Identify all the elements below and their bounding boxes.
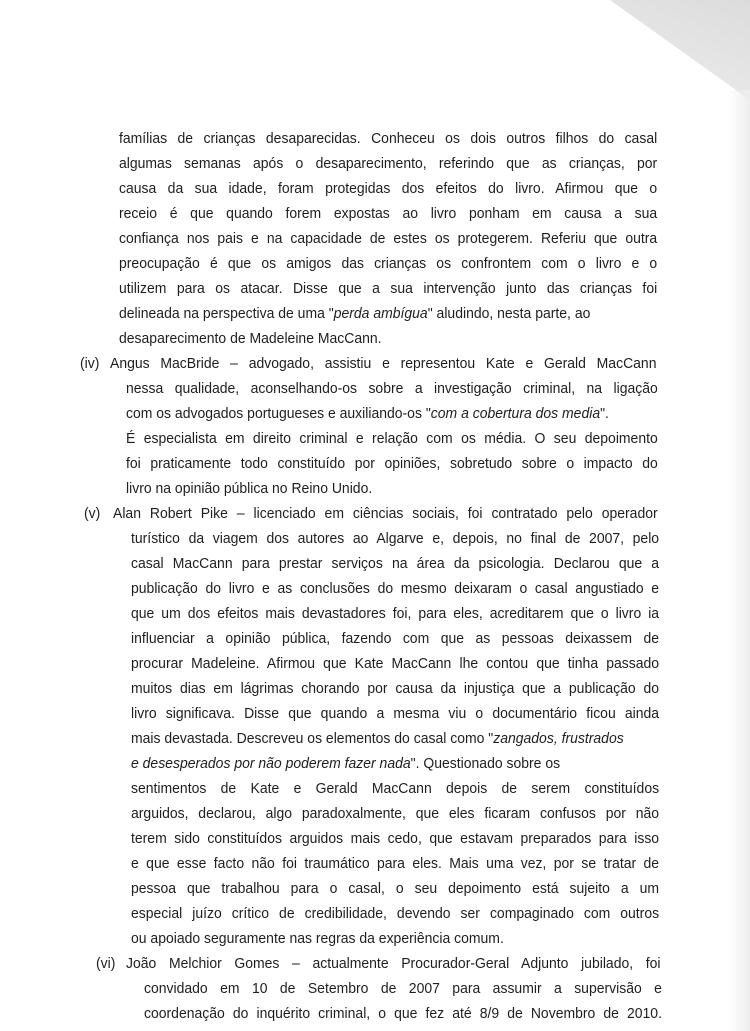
text-line: arguidos, declarou, algo paradoxalmente, que eles ficaram confusos por não [131, 805, 660, 822]
text-line: que um dos efeitos mais devastadores foi, para eles, acreditarem que o livro ia [131, 605, 660, 622]
text-line: algumas semanas após o desaparecimento, referindo que as crianças, por [119, 155, 658, 172]
text-line: famílias de crianças desaparecidas. Conheceu os dois outros filhos do casal [119, 130, 658, 147]
text-line: Angus MacBride – advogado, assistiu e representou Kate e Gerald MacCann [110, 355, 657, 372]
text-line: ou apoiado seguramente nas regras da experiência comum. [131, 930, 504, 947]
text-line: foi praticamente todo constituído por opiniões, sobretudo sobre o impacto do [126, 455, 658, 472]
text-line [131, 753, 560, 775]
text-line: procurar Madeleine. Afirmou que Kate MacCann lhe contou que tinha passado [131, 655, 660, 672]
text-line [119, 303, 590, 325]
text-line: confiança nos pais e na capacidade de estes os protegerem. Referiu que outra [119, 230, 658, 247]
text-line: João Melchior Gomes – actualmente Procurador-Geral Adjunto jubilado, foi [126, 955, 661, 972]
text-line: desaparecimento de Madeleine MacCann. [119, 330, 382, 347]
text-line: publicação do livro e as conclusões do mesmo deixaram o casal angustiado e [131, 580, 660, 597]
text-line [131, 728, 624, 750]
text-line: convidado em 10 de Setembro de 2007 para assumir a supervisão e [144, 980, 662, 997]
text-line: causa da sua idade, foram protegidas dos efeitos do livro. Afirmou que o [119, 180, 658, 197]
text-line: turístico da viagem dos autores ao Algarve e, depois, no final de 2007, pelo [131, 530, 660, 547]
text-span: com os advogados portugueses e auxiliando-os " [126, 405, 431, 422]
list-marker: (iv) [80, 355, 100, 372]
list-marker: (vi) [96, 955, 116, 972]
text-line: Alan Robert Pike – licenciado em ciências sociais, foi contratado pelo operador [113, 505, 658, 522]
text-line: utilizem para os atacar. Disse que a sua intervenção junto das crianças foi [119, 280, 658, 297]
text-line: preocupação é que os amigos das crianças os confrontem com o livro e o [119, 255, 658, 272]
text-line: coordenação do inquérito criminal, o que fez até 8/9 de Novembro de 2010. [144, 1005, 662, 1022]
text-span: ". [600, 405, 609, 422]
italic-quote: e desesperados por não poderem fazer nada [131, 755, 411, 772]
text-line: influenciar a opinião pública, fazendo com que as pessoas deixassem de [131, 630, 660, 647]
list-marker: (v) [84, 505, 101, 522]
text-line: casal MacCann para prestar serviços na área da psicologia. Declarou que a [131, 555, 660, 572]
text-line: sentimentos de Kate e Gerald MacCann depois de serem constituídos [131, 780, 660, 797]
text-line: muitos dias em lágrimas chorando por causa da injustiça que a publicação do [131, 680, 660, 697]
text-line: especial juízo crítico de credibilidade, devendo ser compaginado com outros [131, 905, 660, 922]
text-line: e que esse facto não foi traumático para eles. Mais uma vez, por se tratar de [131, 855, 660, 872]
text-line: livro na opinião pública no Reino Unido. [126, 480, 373, 497]
italic-quote: perda ambígua [333, 305, 428, 322]
text-span: mais devastada. Descreveu os elementos do casal como " [131, 730, 494, 747]
text-span: " aludindo, nesta parte, ao [427, 305, 591, 322]
italic-quote: com a cobertura dos media [430, 405, 601, 422]
italic-quote: zangados, frustrados [493, 730, 624, 747]
text-line: livro significava. Disse que quando a mesma viu o documentário ficou ainda [131, 705, 660, 722]
text-line: nessa qualidade, aconselhando-os sobre a investigação criminal, na ligação [126, 380, 658, 397]
text-line [126, 403, 609, 425]
text-line: É especialista em direito criminal e relação com os média. O seu depoimento [126, 430, 658, 447]
text-line: terem sido constituídos arguidos mais cedo, que estavam preparados para isso [131, 830, 660, 847]
text-span: ". Questionado sobre os [410, 755, 561, 772]
text-span: delineada na perspectiva de uma " [119, 305, 334, 322]
text-line: pessoa que trabalhou para o casal, o seu depoimento está sujeito a um [131, 880, 660, 897]
text-line: receio é que quando forem expostas ao livro ponham em causa a sua [119, 205, 658, 222]
